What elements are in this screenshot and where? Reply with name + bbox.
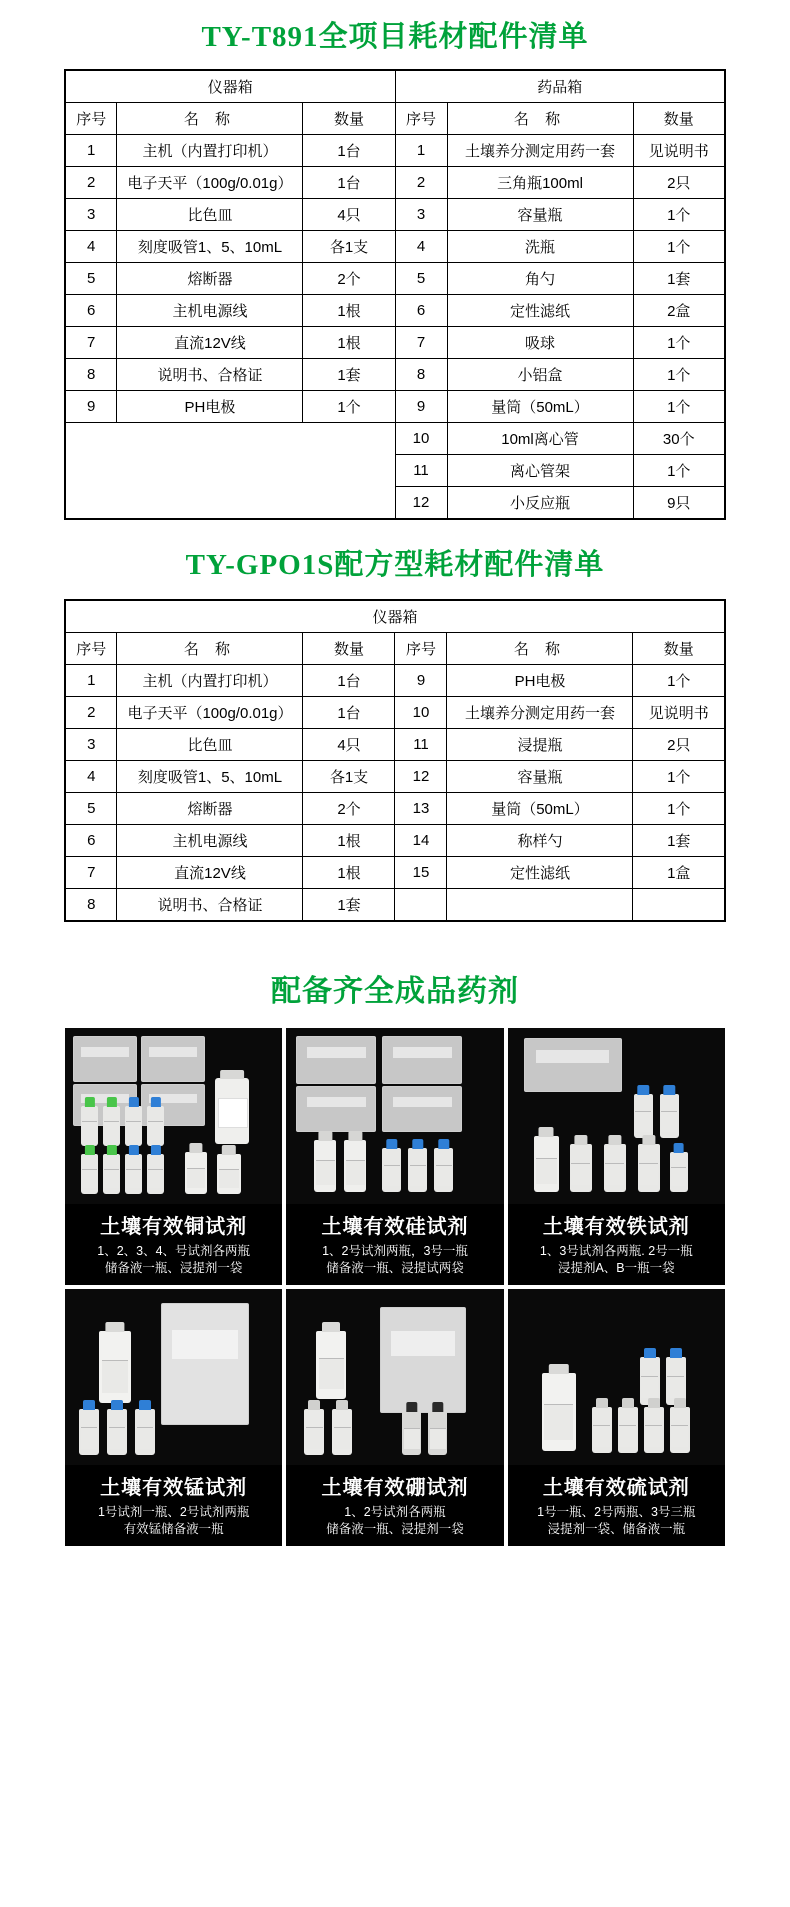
cell-no: 12 bbox=[395, 761, 447, 793]
table-row-column-header bbox=[65, 103, 725, 135]
cell-qty: 1台 bbox=[303, 665, 395, 697]
reagent-caption bbox=[286, 1465, 503, 1546]
cell-qty: 4只 bbox=[303, 199, 395, 231]
table-row bbox=[65, 167, 725, 199]
cell-name: PH电极 bbox=[117, 391, 303, 423]
cell-no: 4 bbox=[65, 761, 117, 793]
cell-name: 电子天平（100g/0.01g） bbox=[117, 697, 303, 729]
col-header-qty-right: 数量 bbox=[633, 633, 725, 665]
reagent-card bbox=[286, 1289, 503, 1546]
col-header-no-left: 序号 bbox=[65, 633, 117, 665]
cell-name: 主机电源线 bbox=[117, 825, 303, 857]
reagent-photo-grid bbox=[65, 1028, 725, 1546]
cell-name: 比色皿 bbox=[117, 729, 303, 761]
reagent-title: 土壤有效硼试剂 bbox=[321, 1477, 469, 1499]
cell-no: 15 bbox=[395, 857, 447, 889]
cell-name: 洗瓶 bbox=[447, 231, 633, 263]
cell-name: 主机电源线 bbox=[117, 295, 303, 327]
reagent-card bbox=[286, 1028, 503, 1285]
cell-qty: 4只 bbox=[303, 729, 395, 761]
reagent-card bbox=[508, 1028, 725, 1285]
reagent-line-1: 1、2号试剂两瓶，3号一瓶 bbox=[322, 1244, 468, 1258]
cell-empty bbox=[65, 423, 395, 520]
table-row bbox=[65, 697, 725, 729]
col-header-name-right: 名 称 bbox=[447, 633, 633, 665]
table-row-column-header bbox=[65, 633, 725, 665]
cell-qty: 1根 bbox=[303, 825, 395, 857]
cell-qty: 1盒 bbox=[633, 857, 725, 889]
reagent-card bbox=[508, 1289, 725, 1546]
col-header-name-left: 名 称 bbox=[117, 633, 303, 665]
cell-name: 容量瓶 bbox=[447, 761, 633, 793]
page-title-t891: TY-T891全项目耗材配件清单 bbox=[201, 21, 589, 53]
cell-name: 量筒（50mL） bbox=[447, 793, 633, 825]
cell-name: 量筒（50mL） bbox=[447, 391, 633, 423]
cell-no: 9 bbox=[65, 391, 117, 423]
cell-name: 定性滤纸 bbox=[447, 857, 633, 889]
table-row bbox=[65, 263, 725, 295]
cell-qty: 1台 bbox=[303, 697, 395, 729]
cell-qty: 2盒 bbox=[633, 295, 725, 327]
cell-no: 2 bbox=[65, 697, 117, 729]
cell-no: 8 bbox=[65, 359, 117, 391]
cell-no: 7 bbox=[65, 857, 117, 889]
cell-name: 土壤养分测定用药一套 bbox=[447, 697, 633, 729]
reagent-photo bbox=[508, 1289, 725, 1465]
reagent-line-1: 1号一瓶、2号两瓶、3号三瓶 bbox=[537, 1505, 696, 1519]
cell-name: 熔断器 bbox=[117, 263, 303, 295]
cell-name: 主机（内置打印机） bbox=[117, 665, 303, 697]
cell-no: 5 bbox=[65, 263, 117, 295]
cell-qty: 1个 bbox=[303, 391, 395, 423]
cell-no: 3 bbox=[65, 199, 117, 231]
cell-qty: 1个 bbox=[633, 359, 725, 391]
cell-qty: 见说明书 bbox=[633, 135, 725, 167]
table-row bbox=[65, 135, 725, 167]
cell-name: 直流12V线 bbox=[117, 327, 303, 359]
cell-empty bbox=[395, 889, 447, 922]
col-header-qty-left: 数量 bbox=[303, 633, 395, 665]
reagent-title: 土壤有效硅试剂 bbox=[321, 1216, 469, 1238]
cell-no: 10 bbox=[395, 423, 447, 455]
table-row bbox=[65, 295, 725, 327]
cell-no: 6 bbox=[395, 295, 447, 327]
cell-name: 小反应瓶 bbox=[447, 487, 633, 520]
table-row bbox=[65, 327, 725, 359]
group-header-instrument-box: 仪器箱 bbox=[65, 600, 725, 633]
table-t891-parts bbox=[64, 69, 726, 520]
cell-no: 9 bbox=[395, 391, 447, 423]
cell-no: 13 bbox=[395, 793, 447, 825]
reagent-caption bbox=[286, 1204, 503, 1285]
cell-no: 8 bbox=[65, 889, 117, 922]
table-row bbox=[65, 359, 725, 391]
cell-qty: 1个 bbox=[633, 455, 725, 487]
reagent-title: 土壤有效铁试剂 bbox=[542, 1216, 690, 1238]
table-row bbox=[65, 391, 725, 423]
table-row bbox=[65, 857, 725, 889]
cell-name: 角勺 bbox=[447, 263, 633, 295]
table-row bbox=[65, 729, 725, 761]
reagent-line-2: 浸提剂A、B一瓶一袋 bbox=[557, 1261, 675, 1275]
cell-qty: 1个 bbox=[633, 327, 725, 359]
cell-qty: 30个 bbox=[633, 423, 725, 455]
cell-qty: 1根 bbox=[303, 327, 395, 359]
group-header-reagent-box: 药品箱 bbox=[395, 70, 725, 103]
cell-name: 容量瓶 bbox=[447, 199, 633, 231]
cell-qty: 见说明书 bbox=[633, 697, 725, 729]
cell-no: 8 bbox=[395, 359, 447, 391]
cell-qty: 9只 bbox=[633, 487, 725, 520]
cell-qty: 2只 bbox=[633, 167, 725, 199]
reagent-line-2: 储备液一瓶、浸提剂一袋 bbox=[104, 1261, 243, 1275]
reagent-line-2: 储备液一瓶、浸提试两袋 bbox=[326, 1261, 464, 1275]
reagent-caption bbox=[65, 1465, 282, 1546]
cell-no: 1 bbox=[395, 135, 447, 167]
reagent-line-1: 1、2号试剂各两瓶 bbox=[344, 1505, 446, 1519]
reagent-photo bbox=[65, 1289, 282, 1465]
product-spec-page bbox=[0, 14, 790, 1546]
cell-empty bbox=[633, 889, 725, 922]
table-row bbox=[65, 423, 725, 455]
cell-qty: 1套 bbox=[633, 825, 725, 857]
section-title-reagents: 配备齐全成品药剂 bbox=[271, 975, 519, 1008]
cell-name: 刻度吸管1、5、10mL bbox=[117, 231, 303, 263]
table-row bbox=[65, 793, 725, 825]
cell-name: 离心管架 bbox=[447, 455, 633, 487]
cell-no: 1 bbox=[65, 665, 117, 697]
cell-no: 5 bbox=[395, 263, 447, 295]
reagent-line-1: 1、2、3、4、号试剂各两瓶 bbox=[97, 1244, 251, 1258]
cell-name: 说明书、合格证 bbox=[117, 359, 303, 391]
cell-qty: 1台 bbox=[303, 135, 395, 167]
cell-no: 9 bbox=[395, 665, 447, 697]
cell-qty: 1个 bbox=[633, 199, 725, 231]
col-header-no-right: 序号 bbox=[395, 633, 447, 665]
reagent-line-1: 1、3号试剂各两瓶. 2号一瓶 bbox=[539, 1244, 693, 1258]
reagent-caption bbox=[65, 1204, 282, 1285]
cell-qty: 2个 bbox=[303, 263, 395, 295]
cell-name: 比色皿 bbox=[117, 199, 303, 231]
cell-no: 5 bbox=[65, 793, 117, 825]
col-header-no-right: 序号 bbox=[395, 103, 447, 135]
cell-name: 说明书、合格证 bbox=[117, 889, 303, 922]
reagent-photo bbox=[65, 1028, 282, 1204]
table-gp01s-parts bbox=[64, 599, 726, 922]
cell-qty: 1套 bbox=[633, 263, 725, 295]
cell-empty bbox=[447, 889, 633, 922]
cell-no: 7 bbox=[395, 327, 447, 359]
cell-qty: 1台 bbox=[303, 167, 395, 199]
cell-name: 浸提瓶 bbox=[447, 729, 633, 761]
reagent-line-1: 1号试剂一瓶、2号试剂两瓶 bbox=[97, 1505, 250, 1519]
reagent-title: 土壤有效锰试剂 bbox=[100, 1477, 248, 1499]
table-row bbox=[65, 231, 725, 263]
reagent-photo bbox=[286, 1289, 503, 1465]
reagent-caption bbox=[508, 1465, 725, 1546]
cell-no: 14 bbox=[395, 825, 447, 857]
cell-no: 10 bbox=[395, 697, 447, 729]
col-header-no-left: 序号 bbox=[65, 103, 117, 135]
reagent-card bbox=[65, 1289, 282, 1546]
col-header-qty-right: 数量 bbox=[633, 103, 725, 135]
cell-qty: 1个 bbox=[633, 665, 725, 697]
cell-no: 11 bbox=[395, 729, 447, 761]
reagent-photo bbox=[286, 1028, 503, 1204]
cell-no: 11 bbox=[395, 455, 447, 487]
reagent-line-2: 浸提剂一袋、储备液一瓶 bbox=[547, 1522, 686, 1536]
table-row bbox=[65, 665, 725, 697]
reagent-photo bbox=[508, 1028, 725, 1204]
col-header-name-left: 名 称 bbox=[117, 103, 303, 135]
cell-qty: 2个 bbox=[303, 793, 395, 825]
table-row-group-header bbox=[65, 70, 725, 103]
cell-no: 1 bbox=[65, 135, 117, 167]
cell-no: 3 bbox=[395, 199, 447, 231]
table-row-group-header bbox=[65, 600, 725, 633]
cell-no: 7 bbox=[65, 327, 117, 359]
col-header-name-right: 名 称 bbox=[447, 103, 633, 135]
table-row bbox=[65, 199, 725, 231]
cell-name: 10ml离心管 bbox=[447, 423, 633, 455]
cell-name: 熔断器 bbox=[117, 793, 303, 825]
cell-no: 6 bbox=[65, 825, 117, 857]
cell-qty: 1个 bbox=[633, 391, 725, 423]
cell-qty: 1根 bbox=[303, 857, 395, 889]
reagent-title: 土壤有效铜试剂 bbox=[100, 1216, 248, 1238]
table-row bbox=[65, 825, 725, 857]
cell-name: 定性滤纸 bbox=[447, 295, 633, 327]
reagent-caption bbox=[508, 1204, 725, 1285]
cell-no: 3 bbox=[65, 729, 117, 761]
cell-no: 12 bbox=[395, 487, 447, 520]
cell-name: 直流12V线 bbox=[117, 857, 303, 889]
cell-qty: 1个 bbox=[633, 761, 725, 793]
cell-qty: 各1支 bbox=[303, 231, 395, 263]
reagent-line-2: 储备液一瓶、浸提剂一袋 bbox=[326, 1522, 464, 1536]
cell-qty: 1套 bbox=[303, 889, 395, 922]
reagent-line-2: 有效锰储备液一瓶 bbox=[123, 1522, 224, 1536]
col-header-qty-left: 数量 bbox=[303, 103, 395, 135]
cell-qty: 1个 bbox=[633, 231, 725, 263]
cell-name: PH电极 bbox=[447, 665, 633, 697]
cell-name: 电子天平（100g/0.01g） bbox=[117, 167, 303, 199]
cell-no: 4 bbox=[395, 231, 447, 263]
cell-no: 4 bbox=[65, 231, 117, 263]
cell-name: 土壤养分测定用药一套 bbox=[447, 135, 633, 167]
reagent-title: 土壤有效硫试剂 bbox=[542, 1477, 690, 1499]
cell-qty: 1套 bbox=[303, 359, 395, 391]
table-row bbox=[65, 761, 725, 793]
cell-name: 三角瓶100ml bbox=[447, 167, 633, 199]
cell-no: 2 bbox=[395, 167, 447, 199]
reagent-card bbox=[65, 1028, 282, 1285]
cell-qty: 2只 bbox=[633, 729, 725, 761]
cell-name: 吸球 bbox=[447, 327, 633, 359]
page-title-gp01s: TY-GPO1S配方型耗材配件清单 bbox=[185, 549, 605, 581]
cell-qty: 各1支 bbox=[303, 761, 395, 793]
cell-qty: 1根 bbox=[303, 295, 395, 327]
cell-qty: 1个 bbox=[633, 793, 725, 825]
cell-no: 6 bbox=[65, 295, 117, 327]
cell-no: 2 bbox=[65, 167, 117, 199]
cell-name: 称样勺 bbox=[447, 825, 633, 857]
cell-name: 刻度吸管1、5、10mL bbox=[117, 761, 303, 793]
cell-name: 主机（内置打印机） bbox=[117, 135, 303, 167]
group-header-instrument-box: 仪器箱 bbox=[65, 70, 395, 103]
cell-name: 小铝盒 bbox=[447, 359, 633, 391]
table-row bbox=[65, 889, 725, 922]
